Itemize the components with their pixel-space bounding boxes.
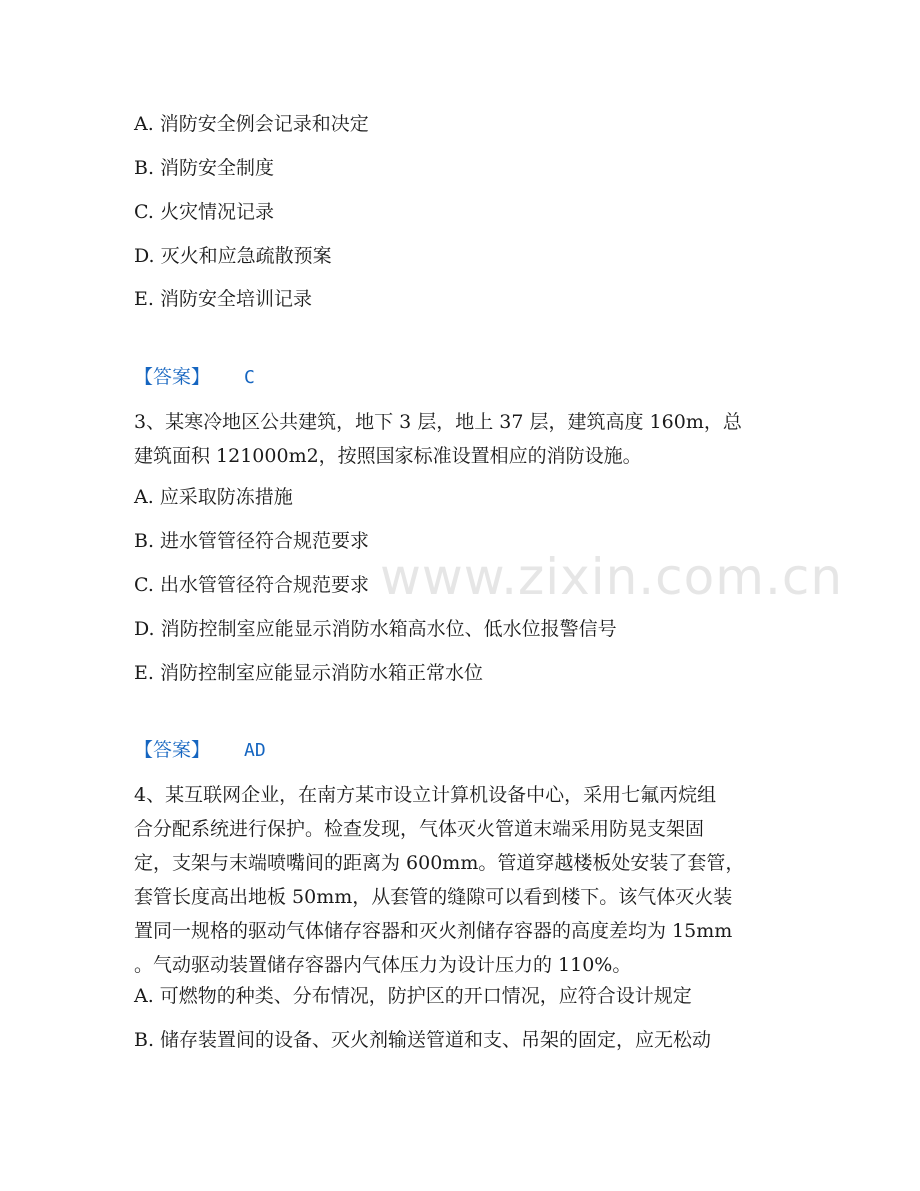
q4-stem-line: 定，支架与末端喷嘴间的距离为 600mm。管道穿越楼板处安装了套管， [134,852,745,874]
q2-option-e: E. 消防安全培训记录 [134,288,312,310]
q4-stem-line: 4、某互联网企业，在南方某市设立计算机设备中心，采用七氟丙烷组 [134,784,717,806]
q3-stem-line: 建筑面积 121000m2，按照国家标准设置相应的消防设施。 [134,445,642,467]
q4-option-b: B. 储存装置间的设备、灭火剂输送管道和支、吊架的固定，应无松动 [134,1029,712,1051]
q4-stem-line: 置同一规格的驱动气体储存容器和灭火剂储存容器的高度差均为 15mm [134,920,733,942]
q3-stem [134,405,784,473]
q3-answer [134,739,266,762]
q2-option-a: A. 消防安全例会记录和决定 [134,113,369,135]
answer-label: 【答案】 [134,366,211,388]
q3-option-e: E. 消防控制室应能显示消防水箱正常水位 [134,662,483,684]
answer-label: 【答案】 [134,739,211,761]
q3-option-b: B. 进水管管径符合规范要求 [134,530,370,552]
q2-answer [134,366,255,389]
q3-stem-line: 3、某寒冷地区公共建筑，地下 3 层，地上 37 层，建筑高度 160m，总 [134,411,742,433]
q4-stem-line: 套管长度高出地板 50mm，从套管的缝隙可以看到楼下。该气体灭火装 [134,886,733,908]
answer-value: C [244,367,255,388]
q3-option-d: D. 消防控制室应能显示消防水箱高水位、低水位报警信号 [134,618,617,640]
q4-stem-line: 合分配系统进行保护。检查发现，气体灭火管道末端采用防晃支架固 [134,818,705,840]
watermark: www.zixin.com.cn [380,548,844,606]
q3-option-c: C. 出水管管径符合规范要求 [134,574,369,596]
q4-option-a: A. 可燃物的种类、分布情况，防护区的开口情况，应符合设计规定 [134,985,692,1007]
q4-stem-line: 。气动驱动装置储存容器内气体压力为设计压力的 110%。 [134,954,632,976]
q2-option-b: B. 消防安全制度 [134,157,275,179]
q2-option-d: D. 灭火和应急疏散预案 [134,245,332,267]
q2-option-c: C. 火灾情况记录 [134,201,274,223]
answer-value: AD [244,740,266,761]
q3-option-a: A. 应采取防冻措施 [134,486,293,508]
q4-stem [134,778,784,982]
